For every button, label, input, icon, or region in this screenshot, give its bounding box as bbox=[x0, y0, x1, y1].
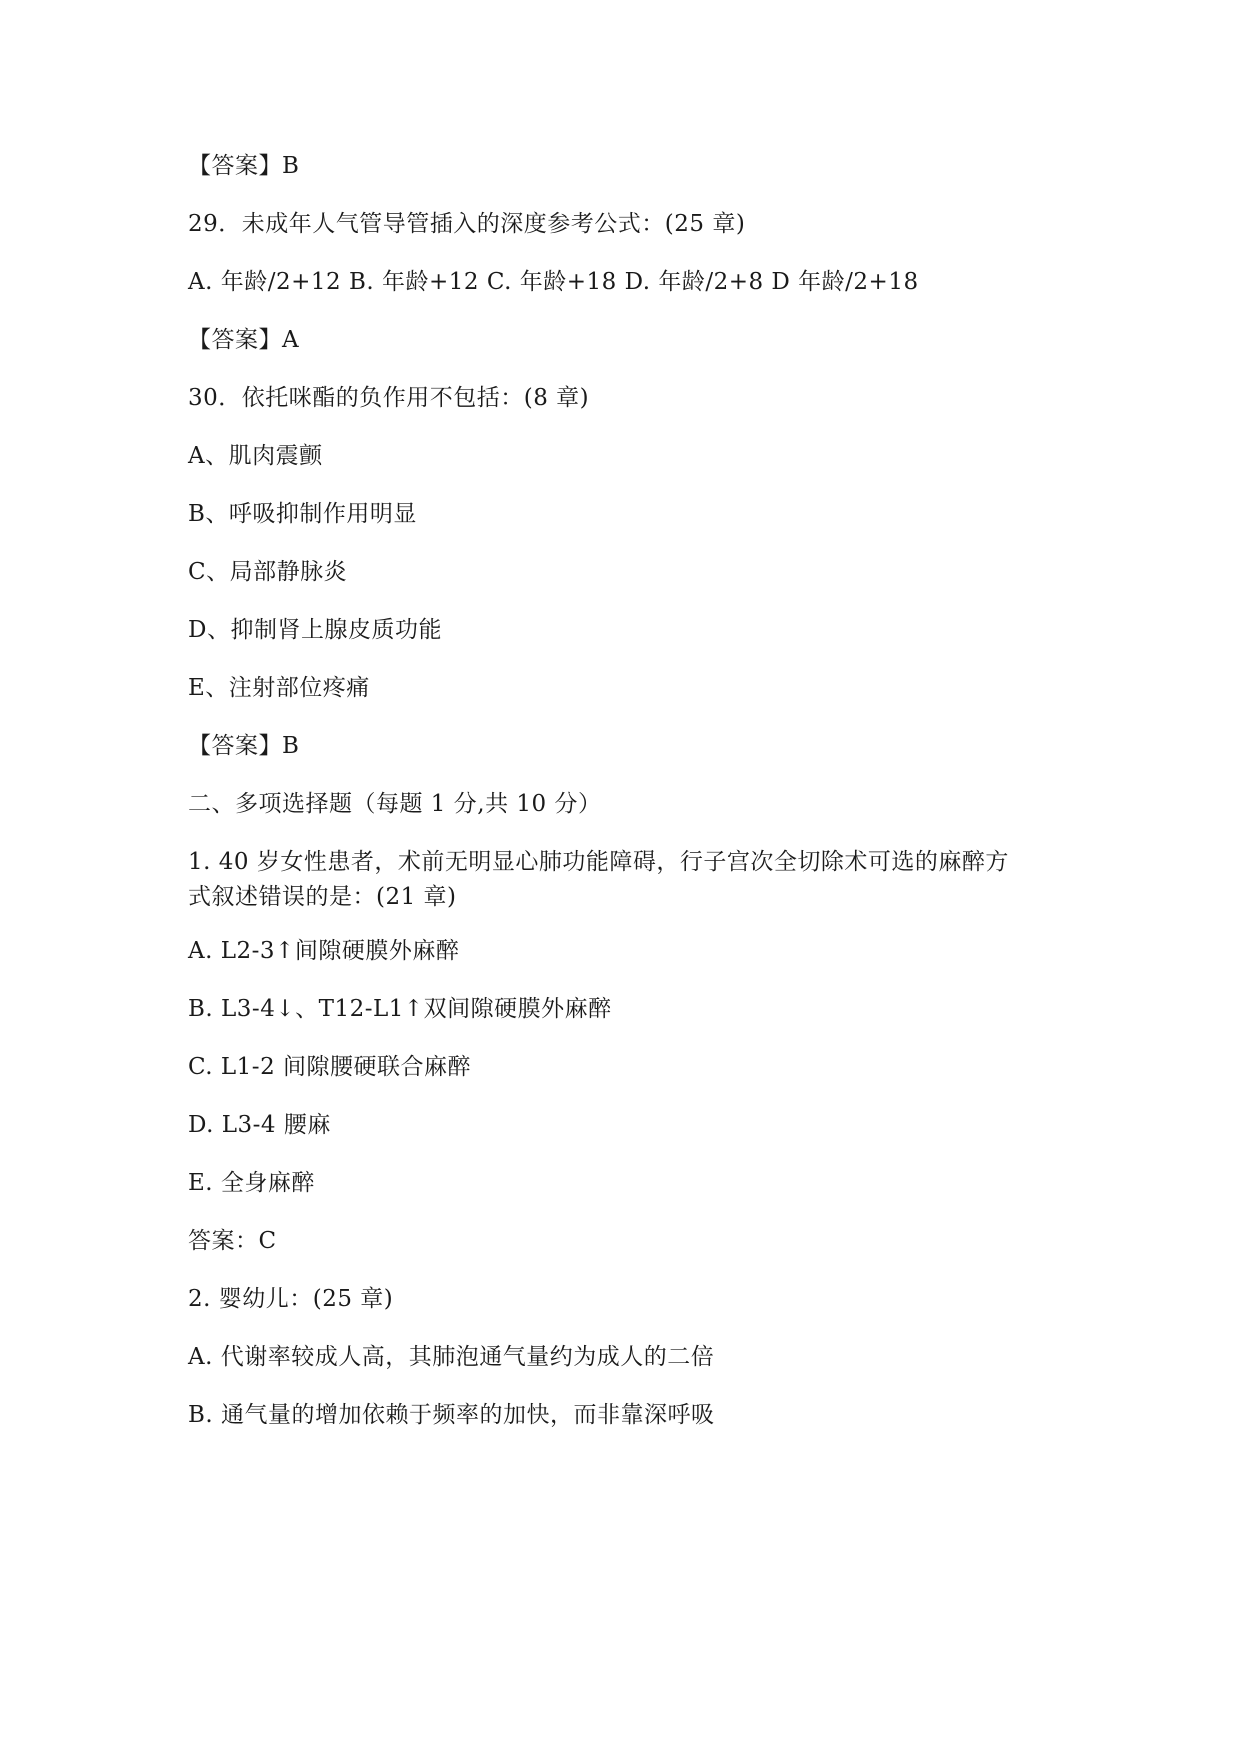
answer-line: 【答案】A bbox=[188, 327, 300, 353]
option-c: C. L1-2 间隙腰硬联合麻醉 bbox=[188, 1054, 472, 1080]
option-e: E. 全身麻醉 bbox=[188, 1170, 315, 1196]
question-30: 30．依托咪酯的负作用不包括：(8 章) bbox=[188, 385, 590, 411]
answer-line: 答案：C bbox=[188, 1228, 277, 1254]
option-d: D、抑制肾上腺皮质功能 bbox=[188, 617, 442, 643]
option-a: A. 代谢率较成人高，其肺泡通气量约为成人的二倍 bbox=[188, 1344, 715, 1370]
option-b: B. L3-4↓、T12-L1↑双间隙硬膜外麻醉 bbox=[188, 996, 612, 1022]
question-29-options: A. 年龄/2+12 B. 年龄+12 C. 年龄+18 D. 年龄/2+8 D 年龄/2+18 bbox=[188, 269, 919, 295]
option-b: B. 通气量的增加依赖于频率的加快，而非靠深呼吸 bbox=[188, 1402, 715, 1428]
question-2: 2. 婴幼儿：(25 章) bbox=[188, 1286, 394, 1312]
question-1-line-1: 1. 40 岁女性患者，术前无明显心肺功能障碍，行子宫次全切除术可选的麻醉方 bbox=[188, 849, 1009, 875]
question-29: 29．未成年人气管导管插入的深度参考公式：(25 章) bbox=[188, 211, 746, 237]
answer-line: 【答案】B bbox=[188, 733, 300, 759]
option-b: B、呼吸抑制作用明显 bbox=[188, 501, 417, 527]
option-a: A、肌肉震颤 bbox=[188, 443, 323, 469]
option-d: D. L3-4 腰麻 bbox=[188, 1112, 331, 1138]
section-heading: 二、多项选择题（每题 1 分,共 10 分） bbox=[188, 791, 602, 817]
option-a: A. L2-3↑间隙硬膜外麻醉 bbox=[188, 938, 460, 964]
option-c: C、局部静脉炎 bbox=[188, 559, 348, 585]
option-e: E、注射部位疼痛 bbox=[188, 675, 370, 701]
answer-line: 【答案】B bbox=[188, 153, 300, 179]
question-1-line-2: 式叙述错误的是：(21 章) bbox=[188, 884, 457, 910]
